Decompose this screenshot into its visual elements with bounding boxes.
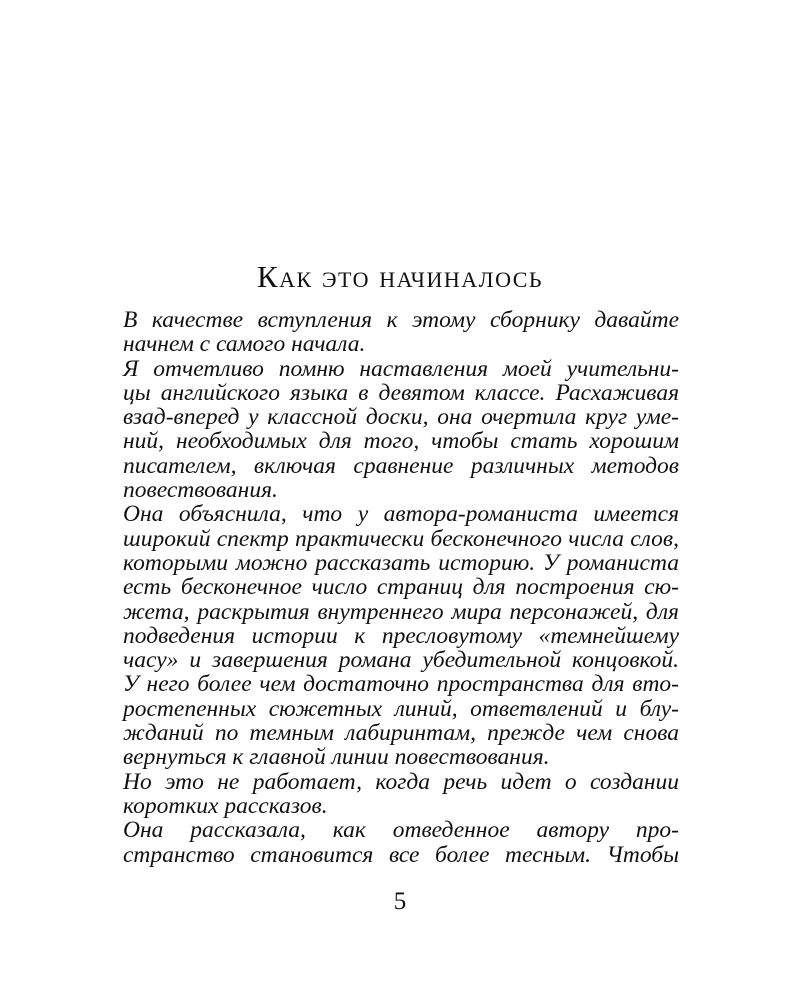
body-text: [89, 308, 679, 867]
paragraph-1: [89, 308, 679, 357]
text-line: писателем, включая сравнение различных методов: [123, 452, 679, 479]
paragraph-4: [89, 770, 679, 819]
paragraph-2: [89, 357, 679, 503]
text-line: подведения истории к пресловутому «темнейшему: [123, 622, 679, 649]
text-line: Я отчетливо помню наставления моей учительни-: [123, 355, 679, 382]
text-line: часу» и завершения романа убедительной концовкой.: [123, 647, 679, 674]
text-line: ростепенных сюжетных линий, ответвлений и блу-: [123, 695, 679, 722]
text-line: которыми можно рассказать историю. У романиста: [123, 549, 679, 576]
text-line: жета, раскрытия внутреннего мира персонажей, для: [123, 598, 679, 625]
text-line: Но это не работает, когда речь идет о создании: [123, 768, 679, 795]
text-line: начнем с самого начала.: [123, 331, 366, 358]
text-line: коротких рассказов.: [123, 792, 328, 819]
text-line: жданий по темным лабиринтам, прежде чем снова: [123, 720, 679, 747]
text-line: Она рассказала, как отведенное автору про-: [123, 817, 679, 844]
text-line: вернуться к главной линии повествования.: [123, 744, 550, 771]
paragraph-3: [89, 502, 679, 769]
paragraph-5: [89, 818, 679, 867]
text-line: У него более чем достаточно пространства для вто-: [123, 671, 679, 698]
text-line: Она объяснила, что у автора-романиста имеется: [123, 501, 679, 528]
text-line: цы английского языка в девятом классе. Расхаживая: [123, 379, 679, 406]
text-line: широкий спектр практически бесконечного числа слов,: [123, 525, 679, 552]
page-number: 5: [393, 888, 407, 915]
text-line: есть бесконечное число страниц для построения сю-: [123, 574, 679, 601]
chapter-title: Как это начиналось: [256, 259, 544, 294]
text-line: странство становится все более тесным. Чтобы: [123, 841, 679, 868]
text-line: повествования.: [123, 477, 278, 504]
text-line: взад-вперед у классной доски, она очертила круг уме-: [123, 404, 679, 431]
text-line: ний, необходимых для того, чтобы стать хорошим: [123, 428, 679, 455]
text-line: В качестве вступления к этому сборнику давайте: [123, 307, 679, 333]
